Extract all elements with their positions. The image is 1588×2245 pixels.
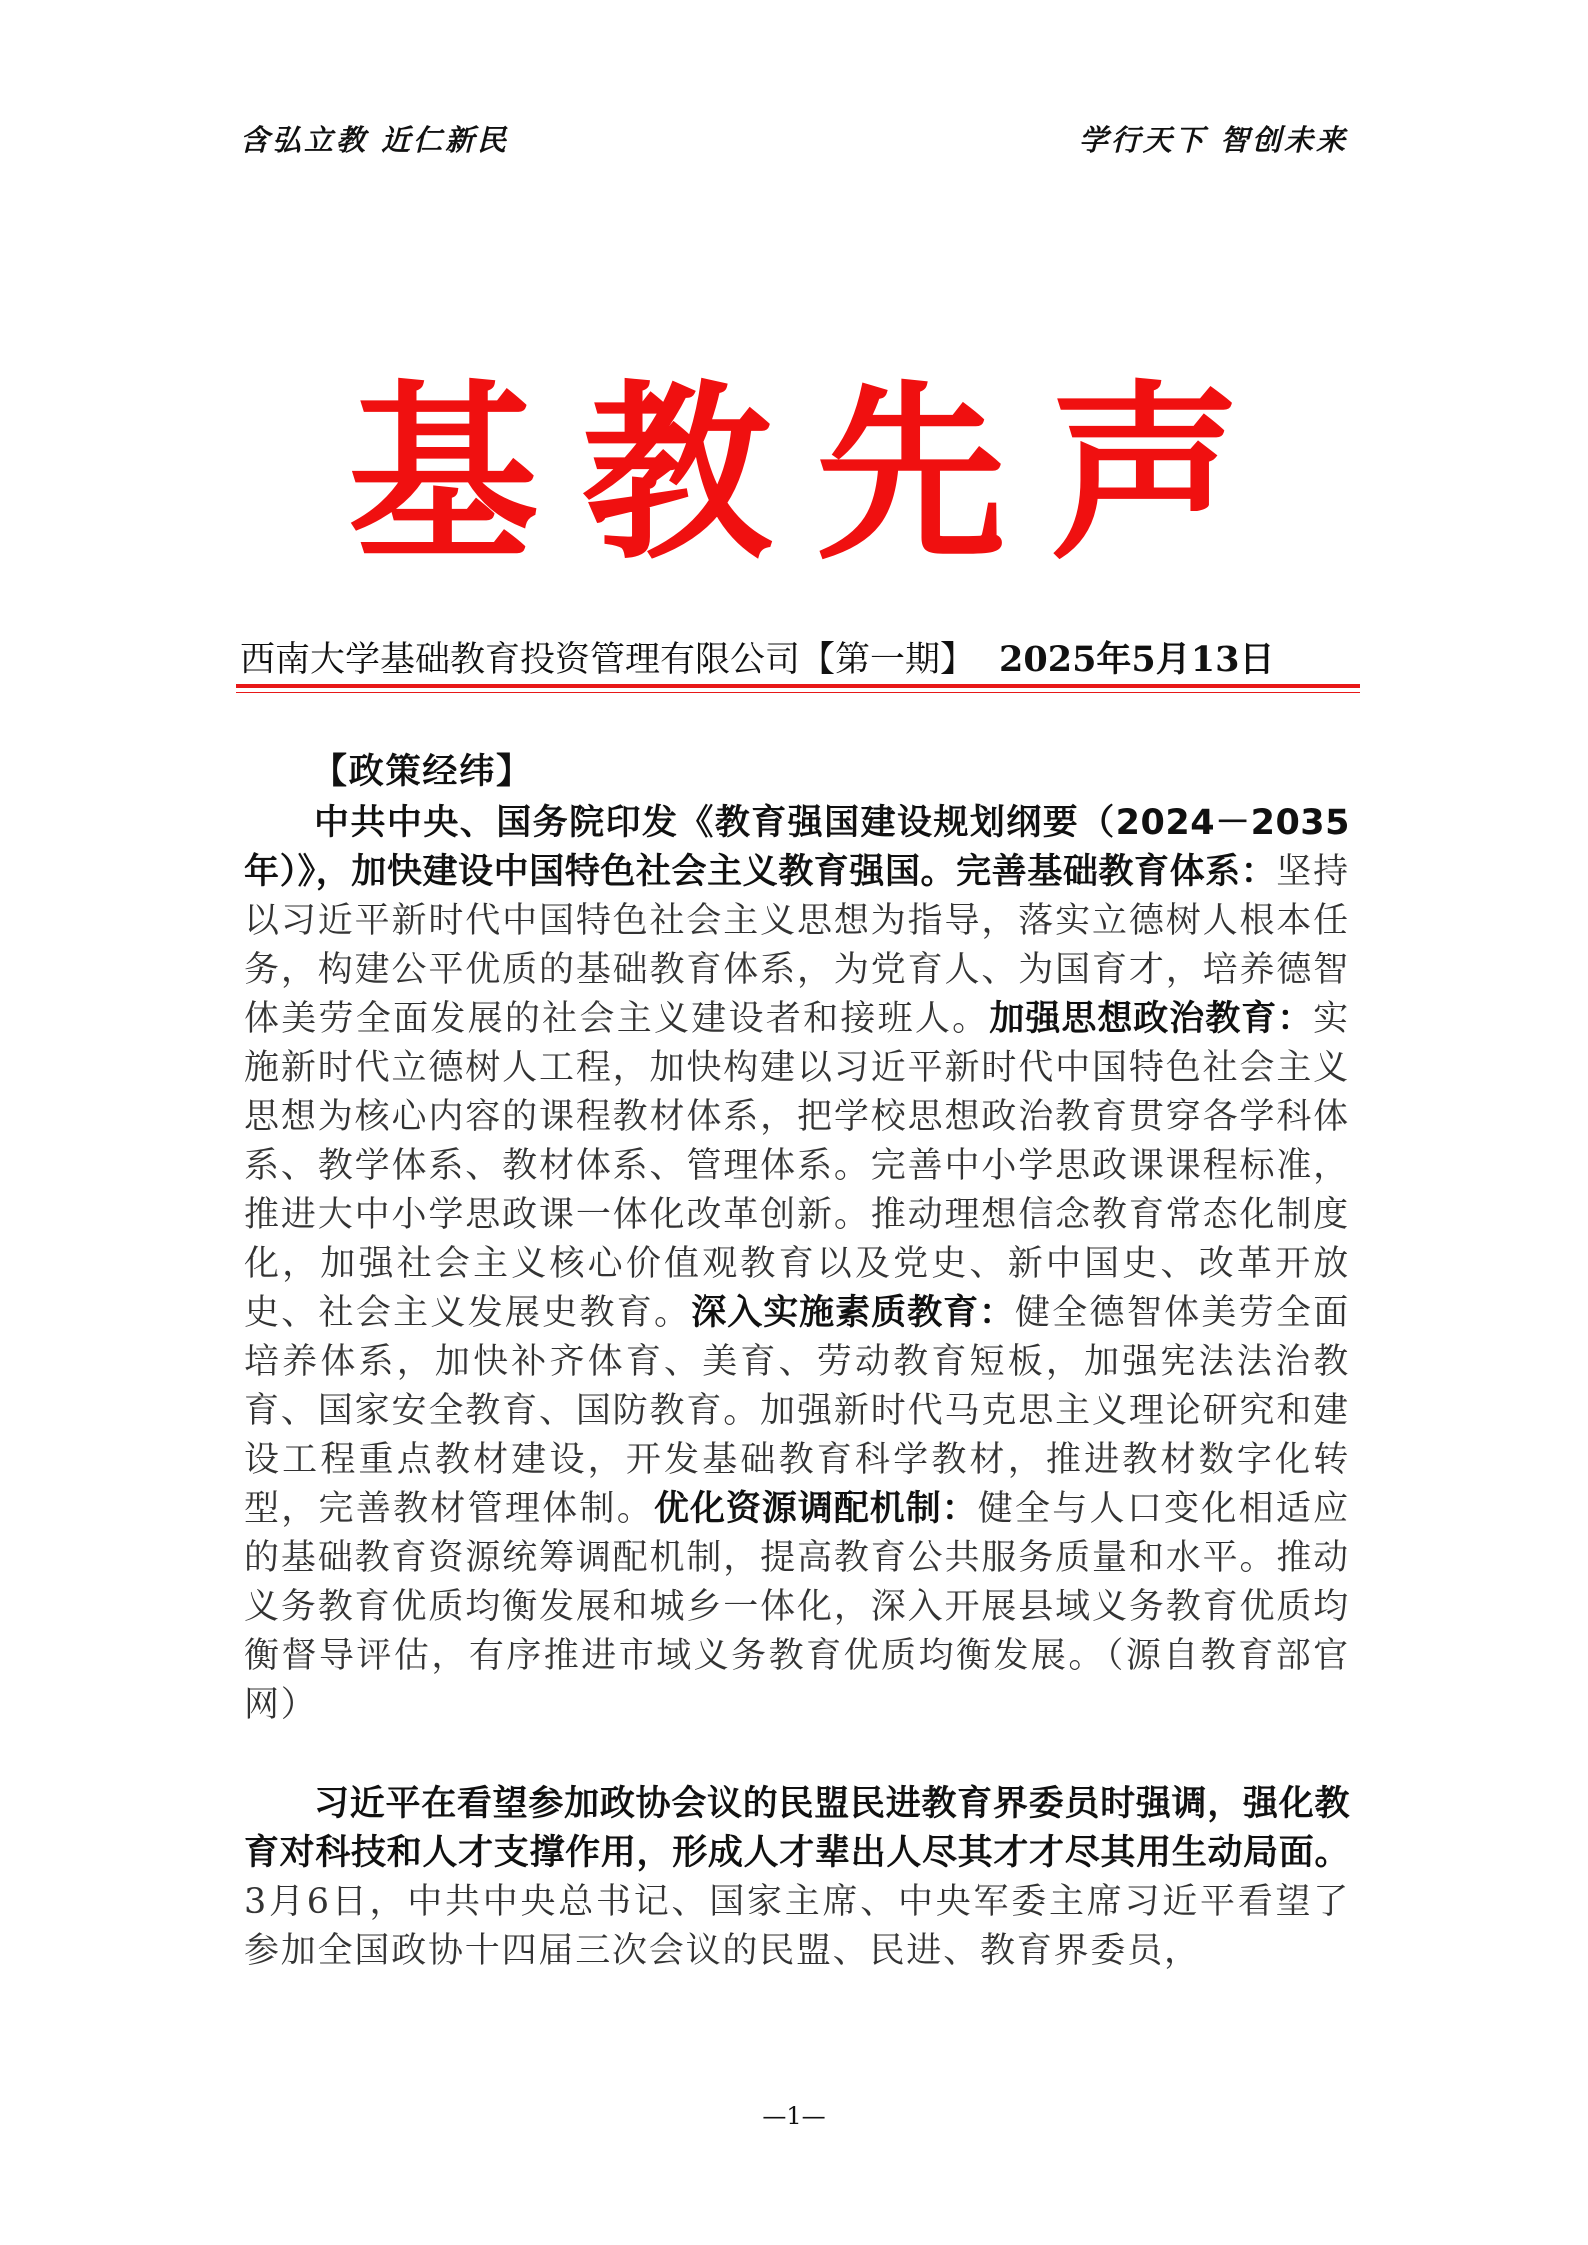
issue-date: 2025年5月13日 [999, 639, 1275, 680]
text-basic-education: 坚持以习近平新时代中国特色社会主义思想为指导，落实立德树人根本任务，构建公平优质的基础教育体系，为党育人、为国育才，培养德智体美劳全面发展的社会主义建设者和接班人。 [244, 852, 1350, 1039]
motto-right: 学行天下 智创未来 [1078, 123, 1348, 157]
page-number: —1— [762, 2102, 826, 2130]
article-headline: 中共中央、国务院印发《教育强国建设规划纲要（2024－2035年）》，加快建设中国特色社会主义教育强国。 [244, 803, 1350, 892]
red-rule-thin [236, 692, 1360, 693]
text-quality-education: 健全德智体美劳全面培养体系，加快补齐体育、美育、劳动教育短板，加强宪法法治教育、国家安全教育、国防教育。加强新时代马克思主义理论研究和建设工程重点教材建设，开发基础教育科学教材，推进教材数字化转型，完善教材管理体制。 [244, 1293, 1350, 1529]
publisher-issue: 西南大学基础教育投资管理有限公司【第一期】 [240, 640, 976, 680]
subhead-basic-education: 完善基础教育体系： [956, 852, 1277, 892]
issue-line [240, 632, 1350, 682]
motto-left: 含弘立教 近仁新民 [240, 123, 510, 157]
text-ideological-education: 实施新时代立德树人工程，加快构建以习近平新时代中国特色社会主义思想为核心内容的课程教材体系，把学校思想政治教育贯穿各学科体系、教学体系、教材体系、管理体系。完善中小学思政课课程标准，推进大中小学思政课一体化改革创新。推动理想信念教育常态化制度化，加强社会主义核心价值观教育以及党史、新中国史、改革开放史、社会主义发展史教育。 [244, 999, 1350, 1333]
red-rule-thick [236, 684, 1360, 688]
article2-text: 3月6日，中共中央总书记、国家主席、中央军委主席习近平看望了参加全国政协十四届三次会议的民盟、民进、教育界委员， [244, 1882, 1350, 1971]
article-body [244, 748, 1350, 1976]
text-resource-allocation: 健全与人口变化相适应的基础教育资源统筹调配机制，提高教育公共服务质量和水平。推动义务教育优质均衡发展和城乡一体化，深入开展县域义务教育优质均衡督导评估，有序推进市域义务教育优质均衡发展。（源自教育部官网） [244, 1489, 1350, 1725]
article2-headline: 习近平在看望参加政协会议的民盟民进教育界委员时强调，强化教育对科技和人才支撑作用，形成人才辈出人尽其才才尽其用生动局面。 [244, 1784, 1350, 1873]
subhead-quality-education: 深入实施素质教育： [691, 1293, 1016, 1333]
article-policy-outline [244, 799, 1350, 1730]
section-label: 【政策经纬】 [312, 752, 533, 792]
masthead-title: 基教先声 [347, 364, 1284, 585]
subhead-ideological-education: 加强思想政治教育： [989, 999, 1314, 1039]
article-xi-visit [244, 1780, 1350, 1976]
subhead-resource-allocation: 优化资源调配机制： [653, 1489, 978, 1529]
